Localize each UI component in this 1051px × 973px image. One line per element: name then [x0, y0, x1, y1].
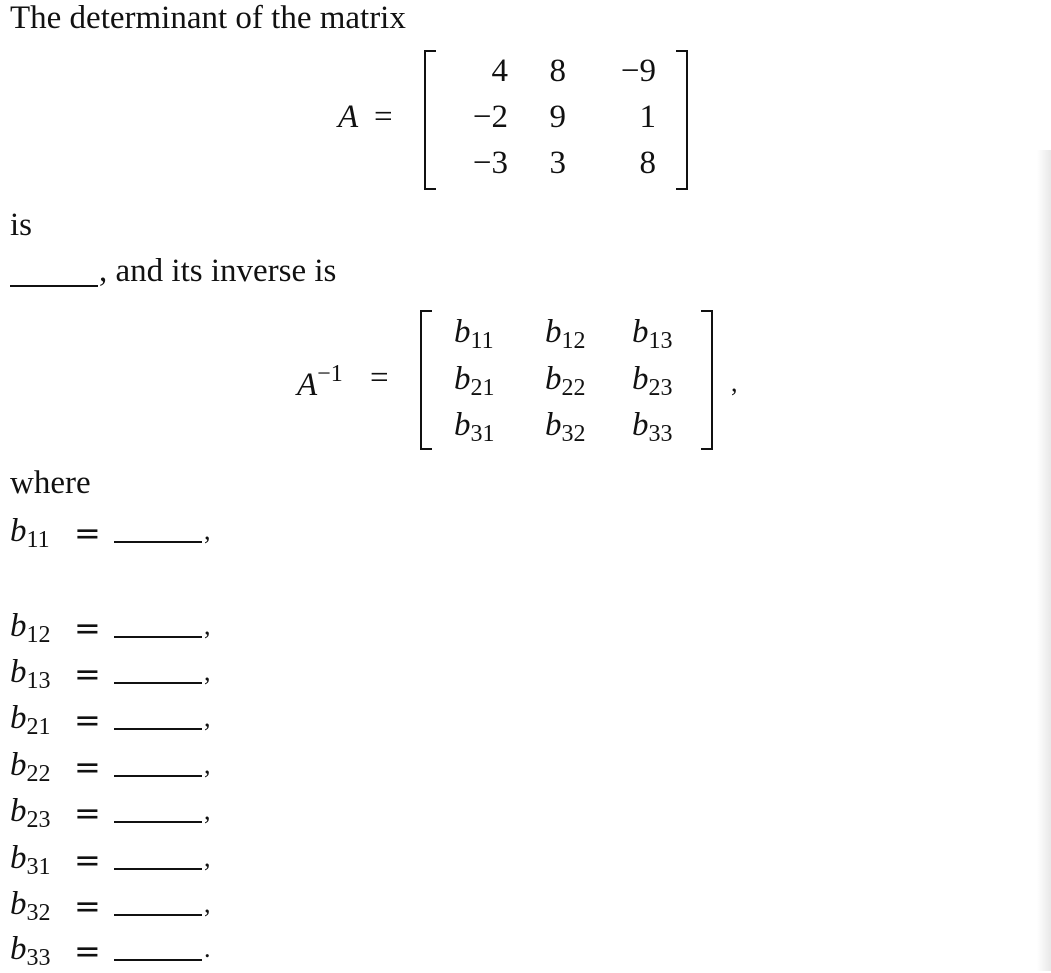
- inverse-cell-sub: 22: [561, 375, 586, 401]
- inverse-cell-var: b: [632, 407, 649, 443]
- answer-label: [10, 842, 51, 879]
- page-edge-shadow: [1037, 150, 1051, 971]
- answer-label: [10, 656, 51, 693]
- matrix-a-left-bracket: [424, 50, 436, 190]
- answer-sub: 31: [26, 854, 51, 880]
- matrix-a-cell-1-3: −9: [620, 53, 656, 89]
- matrix-a-cell-3-2: 3: [549, 145, 566, 181]
- answer-label: [10, 702, 51, 739]
- answer-row-b11: [10, 515, 230, 555]
- inverse-cell-var: b: [454, 314, 471, 350]
- inverse-equals: =: [370, 360, 389, 396]
- answer-var: b: [10, 608, 27, 644]
- determinant-blank[interactable]: [10, 285, 98, 287]
- answer-label: [10, 888, 51, 925]
- inverse-cell-sub: 31: [470, 421, 495, 447]
- answer-row-b13: [10, 656, 230, 696]
- inverse-cell-2-1: [454, 363, 495, 400]
- answer-punct: ,: [204, 889, 211, 918]
- is-text: is: [10, 207, 33, 243]
- inverse-cell-3-2: [545, 409, 586, 446]
- matrix-a-cell-1-2: 8: [549, 53, 566, 89]
- matrix-a-equals: =: [374, 99, 393, 135]
- inverse-cell-sub: 11: [470, 328, 494, 354]
- matrix-a-cell-1-1: 4: [491, 53, 508, 89]
- inverse-cell-3-3: [632, 409, 673, 446]
- answer-punct: .: [204, 934, 211, 963]
- answer-row-b33: [10, 933, 230, 973]
- inverse-exponent: −1: [317, 361, 343, 387]
- answer-equals: =: [74, 701, 101, 739]
- matrix-a-cell-2-3: 1: [639, 99, 656, 135]
- inverse-cell-sub: 33: [648, 421, 673, 447]
- answer-var: b: [10, 654, 27, 690]
- answer-blank-b21[interactable]: [114, 728, 202, 730]
- answer-sub: 22: [26, 761, 51, 787]
- answer-var: b: [10, 840, 27, 876]
- matrix-a-cell-3-1: −3: [472, 145, 508, 181]
- inverse-cell-1-2: [545, 316, 586, 353]
- matrix-a-right-bracket: [676, 50, 688, 190]
- answer-equals: =: [74, 655, 101, 693]
- inverse-cell-var: b: [545, 314, 562, 350]
- matrix-a-cell-2-1: −2: [472, 99, 508, 135]
- answer-blank-b22[interactable]: [114, 775, 202, 777]
- inverse-cell-sub: 21: [470, 375, 495, 401]
- answer-punct: ,: [204, 843, 211, 872]
- answer-equals: =: [74, 887, 101, 925]
- answer-var: b: [10, 793, 27, 829]
- answer-label: [10, 610, 51, 647]
- answer-equals: =: [74, 794, 101, 832]
- answer-label: [10, 795, 51, 832]
- answer-var: b: [10, 513, 27, 549]
- answer-punct: ,: [204, 796, 211, 825]
- matrix-a-label: A: [338, 99, 359, 135]
- determinant-suffix-text: , and its inverse is: [99, 253, 337, 289]
- answer-punct: ,: [204, 703, 211, 732]
- answer-blank-b11[interactable]: [114, 541, 202, 543]
- inverse-cell-var: b: [632, 314, 649, 350]
- answer-var: b: [10, 886, 27, 922]
- intro-text: The determinant of the matrix: [10, 0, 406, 36]
- inverse-cell-var: b: [454, 361, 471, 397]
- matrix-a-cell-2-2: 9: [549, 99, 566, 135]
- answer-sub: 13: [26, 668, 51, 694]
- inverse-cell-var: b: [545, 407, 562, 443]
- inverse-label: [297, 362, 343, 402]
- inverse-cell-3-1: [454, 409, 495, 446]
- answer-label: [10, 933, 51, 970]
- answer-blank-b12[interactable]: [114, 636, 202, 638]
- answer-punct: ,: [204, 516, 211, 545]
- answer-blank-b33[interactable]: [114, 959, 202, 961]
- inverse-cell-1-3: [632, 316, 673, 353]
- matrix-a-cell-3-3: 8: [639, 145, 656, 181]
- answer-sub: 21: [26, 714, 51, 740]
- answer-equals: =: [74, 748, 101, 786]
- inverse-cell-2-2: [545, 363, 586, 400]
- answer-var: b: [10, 747, 27, 783]
- answer-sub: 12: [26, 622, 51, 648]
- answer-equals: =: [74, 932, 101, 970]
- answer-equals: =: [74, 609, 101, 647]
- inverse-left-bracket: [420, 310, 432, 450]
- answer-blank-b23[interactable]: [114, 821, 202, 823]
- answer-row-b21: [10, 702, 230, 742]
- answer-punct: ,: [204, 657, 211, 686]
- answer-punct: ,: [204, 750, 211, 779]
- inverse-cell-1-1: [454, 316, 494, 353]
- inverse-trailing-comma: ,: [731, 368, 738, 397]
- inverse-cell-sub: 23: [648, 375, 673, 401]
- answer-blank-b32[interactable]: [114, 914, 202, 916]
- where-text: where: [10, 465, 91, 501]
- inverse-cell-sub: 13: [648, 328, 673, 354]
- inverse-right-bracket: [701, 310, 713, 450]
- inverse-cell-sub: 12: [561, 328, 586, 354]
- answer-sub: 33: [26, 945, 51, 971]
- inverse-cell-sub: 32: [561, 421, 586, 447]
- answer-label: [10, 515, 50, 552]
- answer-var: b: [10, 931, 27, 967]
- inverse-cell-2-3: [632, 363, 673, 400]
- answer-label: [10, 749, 51, 786]
- answer-punct: ,: [204, 611, 211, 640]
- inverse-cell-var: b: [632, 361, 649, 397]
- answer-sub: 11: [26, 527, 50, 553]
- answer-equals: =: [74, 514, 101, 552]
- answer-row-b22: [10, 749, 230, 789]
- inverse-label-letter: A: [297, 367, 318, 403]
- inverse-cell-var: b: [454, 407, 471, 443]
- answer-blank-b13[interactable]: [114, 682, 202, 684]
- answer-sub: 32: [26, 900, 51, 926]
- answer-sub: 23: [26, 807, 51, 833]
- answer-row-b12: [10, 610, 230, 650]
- inverse-cell-var: b: [545, 361, 562, 397]
- answer-blank-b31[interactable]: [114, 868, 202, 870]
- answer-row-b23: [10, 795, 230, 835]
- answer-row-b32: [10, 888, 230, 928]
- answer-row-b31: [10, 842, 230, 882]
- answer-equals: =: [74, 841, 101, 879]
- answer-var: b: [10, 700, 27, 736]
